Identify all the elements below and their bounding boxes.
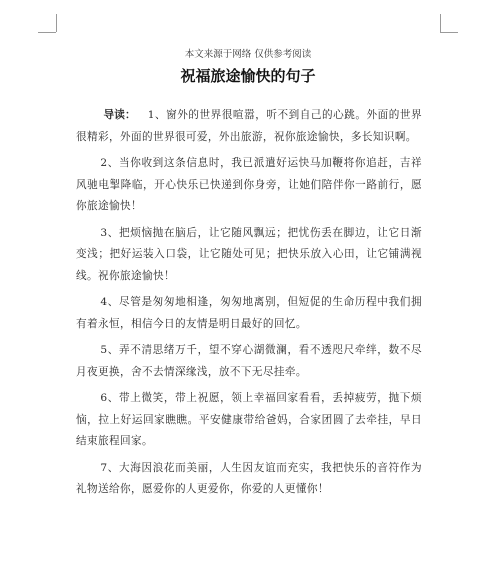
crop-mark-top-left-h bbox=[38, 32, 56, 33]
paragraph-3: 3、把烦恼抛在脑后，让它随风飘远；把忧伤丢在脚边，让它日渐变浅；把好运装入口袋，让它随处可见；把快乐放入心田，让它铺满视线。祝你旅途愉快！ bbox=[76, 226, 422, 282]
paragraph-7: 7、大海因浪花而美丽，人生因友谊而充实，我把快乐的音符作为礼物送给你，愿爱你的人更爱你，你爱的人更懂你！ bbox=[76, 461, 422, 496]
crop-mark-top-left-v bbox=[56, 14, 57, 32]
intro-text: 1、窗外的世界很喧嚣，听不到自己的心跳。外面的世界很精彩，外面的世界很可爱，外出旅游，祝你旅途愉快，多长知识啊。 bbox=[76, 109, 423, 143]
paragraph-6: 6、带上微笑，带上祝愿，领上幸福回家看看，丢掉疲劳，抛下烦恼，拉上好运回家瞧瞧。平安健康带给爸妈，合家团圆了去牵挂，早日结束旅程回家。 bbox=[76, 392, 422, 448]
page-title: 祝福旅途愉快的句子 bbox=[180, 67, 316, 85]
intro-label: 导读： bbox=[103, 109, 136, 121]
paragraph-2: 2、当你收到这条信息时，我已派遣好运快马加鞭将你追赶，吉祥风驰电掣降临，开心快乐已快递到你身旁，让她们陪伴你一路前行，愿你旅途愉快！ bbox=[76, 156, 422, 213]
crop-mark-top-right-h bbox=[440, 32, 458, 33]
paragraph-4: 4、尽管是匆匆地相逢，匆匆地离别，但短促的生命历程中我们拥有着永恒，相信今日的友情是明日最好的回忆。 bbox=[76, 296, 422, 330]
crop-mark-top-right-v bbox=[440, 14, 441, 32]
document-body bbox=[76, 105, 422, 506]
source-note: 本文来源于网络 仅供参考阅读 bbox=[184, 49, 312, 60]
paragraph-5: 5、弄不清思绪万千，望不穿心湖微澜，看不透咫尺牵绊，数不尽月夜更换，舍不去情深缘浅，放不下无尽挂牵。 bbox=[76, 344, 422, 378]
intro-paragraph bbox=[76, 105, 422, 148]
